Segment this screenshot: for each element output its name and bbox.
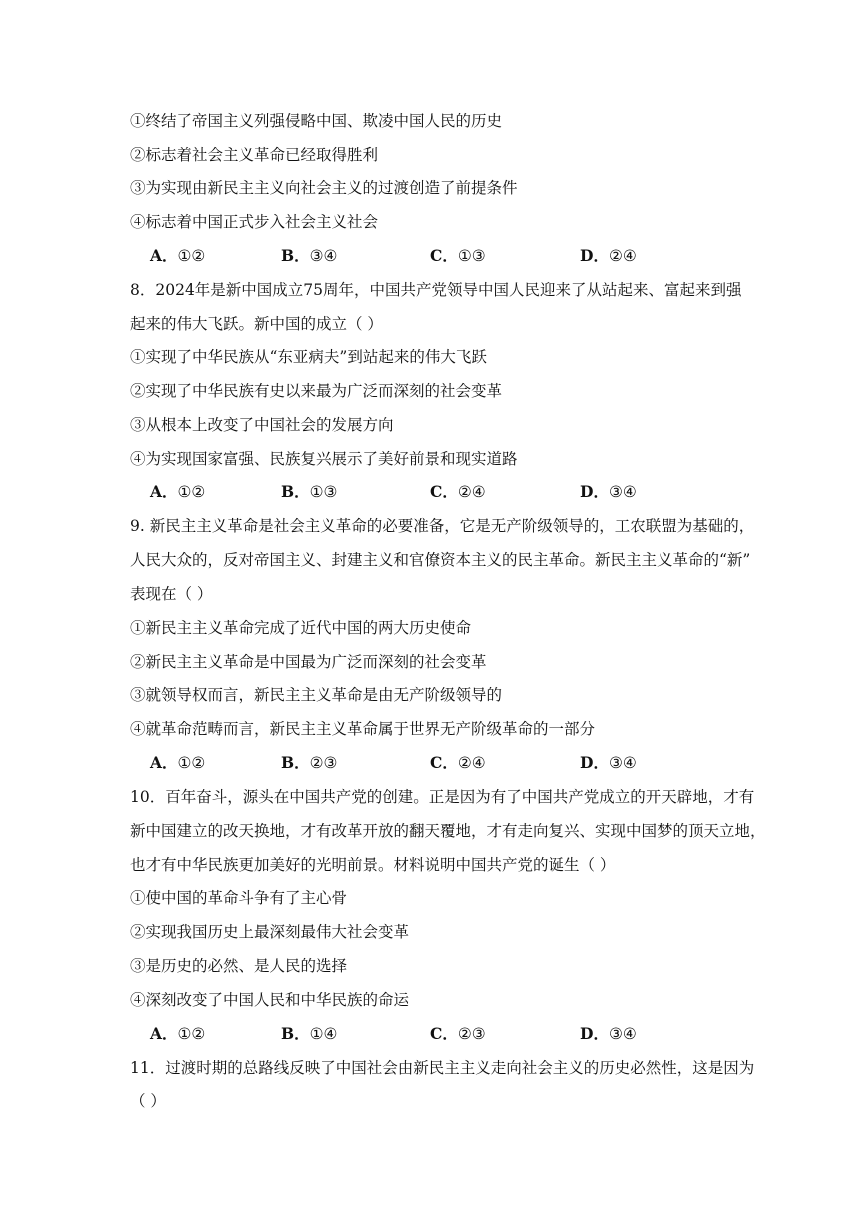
q7-option-c[interactable]: C．①③ bbox=[430, 246, 486, 265]
q7-item-1: ①终结了帝国主义列强侵略中国、欺凌中国人民的历史 bbox=[130, 112, 503, 130]
q10-option-a[interactable]: A．①② bbox=[150, 1024, 206, 1043]
q8-option-d[interactable]: D．③④ bbox=[580, 482, 637, 501]
q9-stem-line-2: 人民大众的，反对帝国主义、封建主义和官僚资本主义的民主革命。新民主主义革命的“新” bbox=[130, 551, 751, 569]
q8-stem-line-1: 8．2024年是新中国成立75周年，中国共产党领导中国人民迎来了从站起来、富起来到强 bbox=[130, 281, 742, 299]
q7-item-2: ②标志着社会主义革命已经取得胜利 bbox=[130, 146, 379, 164]
q10-options bbox=[150, 1024, 710, 1044]
q10-item-1: ①使中国的革命斗争有了主心骨 bbox=[130, 889, 348, 907]
q8-item-3: ③从根本上改变了中国社会的发展方向 bbox=[130, 416, 394, 434]
q10-option-b[interactable]: B．①④ bbox=[281, 1024, 338, 1043]
q9-item-4: ④就革命范畴而言，新民主主义革命属于世界无产阶级革命的一部分 bbox=[130, 720, 596, 738]
q8-option-a[interactable]: A．①② bbox=[150, 482, 206, 501]
q8-option-b[interactable]: B．①③ bbox=[281, 482, 338, 501]
q9-option-a[interactable]: A．①② bbox=[150, 753, 206, 772]
q7-item-3: ③为实现由新民主主义向社会主义的过渡创造了前提条件 bbox=[130, 179, 518, 197]
q9-option-b[interactable]: B．②③ bbox=[281, 753, 338, 772]
q9-stem-line-1: 9. 新民主主义革命是社会主义革命的必要准备，它是无产阶级领导的，工农联盟为基础的， bbox=[130, 517, 755, 535]
q8-option-c[interactable]: C．②④ bbox=[430, 482, 486, 501]
q7-option-b[interactable]: B．③④ bbox=[281, 246, 338, 265]
q11-stem-line-1: 11．过渡时期的总路线反映了中国社会由新民主主义走向社会主义的历史必然性，这是因为 bbox=[130, 1059, 755, 1077]
q9-item-2: ②新民主主义革命是中国最为广泛而深刻的社会变革 bbox=[130, 653, 487, 671]
q10-item-4: ④深刻改变了中国人民和中华民族的命运 bbox=[130, 991, 410, 1009]
q7-item-4: ④标志着中国正式步入社会主义社会 bbox=[130, 213, 379, 231]
q9-stem-line-3: 表现在（ ） bbox=[130, 585, 213, 603]
q10-option-c[interactable]: C．②③ bbox=[430, 1024, 486, 1043]
q10-stem-line-1: 10．百年奋斗，源头在中国共产党的创建。正是因为有了中国共产党成立的开天辟地，才有 bbox=[130, 788, 755, 806]
q7-option-a[interactable]: A．①② bbox=[150, 246, 206, 265]
q9-item-1: ①新民主主义革命完成了近代中国的两大历史使命 bbox=[130, 619, 472, 637]
q7-option-d[interactable]: D．②④ bbox=[580, 246, 637, 265]
q8-item-2: ②实现了中华民族有史以来最为广泛而深刻的社会变革 bbox=[130, 382, 503, 400]
q10-item-3: ③是历史的必然、是人民的选择 bbox=[130, 957, 348, 975]
q8-item-1: ①实现了中华民族从“东亚病夫”到站起来的伟大飞跃 bbox=[130, 348, 487, 366]
q9-option-c[interactable]: C．②④ bbox=[430, 753, 486, 772]
q8-item-4: ④为实现国家富强、民族复兴展示了美好前景和现实道路 bbox=[130, 450, 518, 468]
q7-options bbox=[150, 246, 710, 266]
q9-options bbox=[150, 753, 710, 773]
q10-item-2: ②实现我国历史上最深刻最伟大社会变革 bbox=[130, 923, 410, 941]
q9-option-d[interactable]: D．③④ bbox=[580, 753, 637, 772]
q10-stem-line-2: 新中国建立的改天换地，才有改革开放的翻天覆地，才有走向复兴、实现中国梦的顶天立地， bbox=[130, 822, 766, 840]
q9-item-3: ③就领导权而言，新民主主义革命是由无产阶级领导的 bbox=[130, 686, 503, 704]
q10-stem-line-3: 也才有中华民族更加美好的光明前景。材料说明中国共产党的诞生（ ） bbox=[130, 856, 616, 874]
q8-options bbox=[150, 482, 710, 502]
q8-stem-line-2: 起来的伟大飞跃。新中国的成立（ ） bbox=[130, 315, 383, 333]
q11-stem-line-2: （ ） bbox=[130, 1092, 166, 1110]
q10-option-d[interactable]: D．③④ bbox=[580, 1024, 637, 1043]
